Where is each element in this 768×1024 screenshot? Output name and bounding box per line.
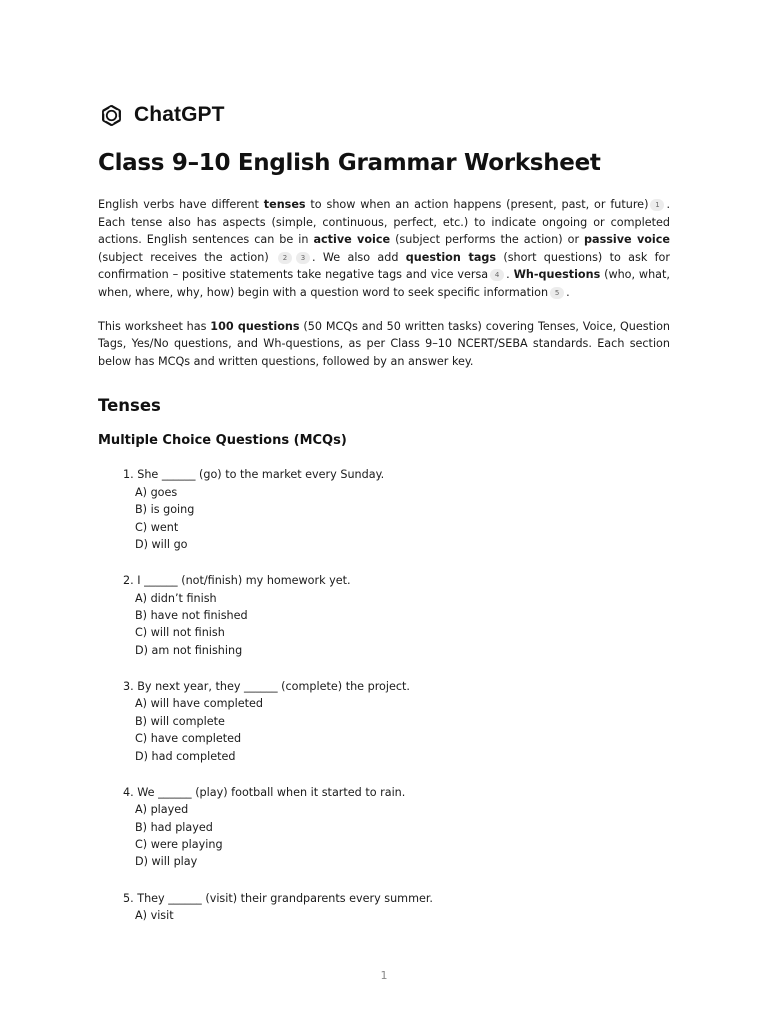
option-a: A) played [135, 803, 189, 817]
option-c: C) were playing [135, 838, 223, 852]
page-title: Class 9–10 English Grammar Worksheet [98, 150, 601, 176]
question-stem: 3. By next year, they ______ (complete) the project. [123, 680, 410, 693]
section-subheading: Multiple Choice Questions (MCQs) [98, 433, 347, 449]
option-b: B) had played [135, 820, 213, 834]
question-item [123, 678, 670, 765]
question-stem: 4. We ______ (play) football when it started to rain. [123, 785, 406, 799]
brand-header [98, 100, 670, 130]
citation-3[interactable]: 3 [296, 252, 310, 264]
question-item [123, 572, 670, 659]
question-item [123, 784, 670, 871]
option-c: C) went [135, 520, 179, 534]
option-b: B) is going [135, 503, 195, 517]
document-page [98, 100, 670, 943]
citation-2[interactable]: 2 [278, 252, 292, 264]
option-a: A) didn’t finish [135, 591, 217, 605]
option-d: D) am not finishing [135, 643, 243, 657]
question-stem: 5. They ______ (visit) their grandparents every summer. [123, 891, 433, 905]
question-item [123, 890, 670, 925]
option-b: B) will complete [135, 714, 225, 728]
option-c: C) will not finish [135, 626, 225, 640]
openai-logo-icon [98, 102, 125, 129]
option-d: D) will go [135, 537, 188, 551]
option-c: C) have completed [135, 732, 242, 746]
option-b: B) have not finished [135, 608, 248, 622]
brand-name: ChatGPT [134, 103, 225, 126]
option-d: D) will play [135, 855, 198, 869]
citation-5[interactable]: 5 [550, 287, 564, 299]
option-a: A) will have completed [135, 697, 263, 711]
question-list [98, 466, 670, 924]
citation-4[interactable]: 4 [490, 269, 504, 281]
option-a: A) visit [135, 909, 174, 923]
page-number: 1 [380, 969, 388, 982]
question-stem: 2. I ______ (not/finish) my homework yet. [123, 574, 351, 588]
question-stem: 1. She ______ (go) to the market every Sunday. [123, 468, 385, 482]
intro-paragraph: English verbs have different tenses to show when an action happens (present, past, or future) 1 . Each tense also has aspects (simple, continuous, perfect, etc.) to indicate ongoing or completed actions. English sentences can be in active voice (subject performs the action) or passive voice (subject receives the action) 2 3 . We also add question tags (short questions) to ask for confirmation – positive statements take negative tags and vice versa 4 . Wh-questions (who, what, when, where, why, how) begin with a question word to seek specific information 5 . [98, 198, 670, 299]
question-item [123, 466, 670, 553]
citation-1[interactable]: 1 [650, 199, 664, 211]
summary-paragraph: This worksheet has 100 questions (50 MCQs and 50 written tasks) covering Tenses, Voice, Question Tags, Yes/No questions, and Wh-questions, as per Class 9–10 NCERT/SEBA standards. Each section below has MCQs and written questions, followed by an answer key. [98, 319, 671, 368]
section-heading: Tenses [98, 396, 161, 416]
option-d: D) had completed [135, 749, 236, 763]
option-a: A) goes [135, 485, 178, 499]
